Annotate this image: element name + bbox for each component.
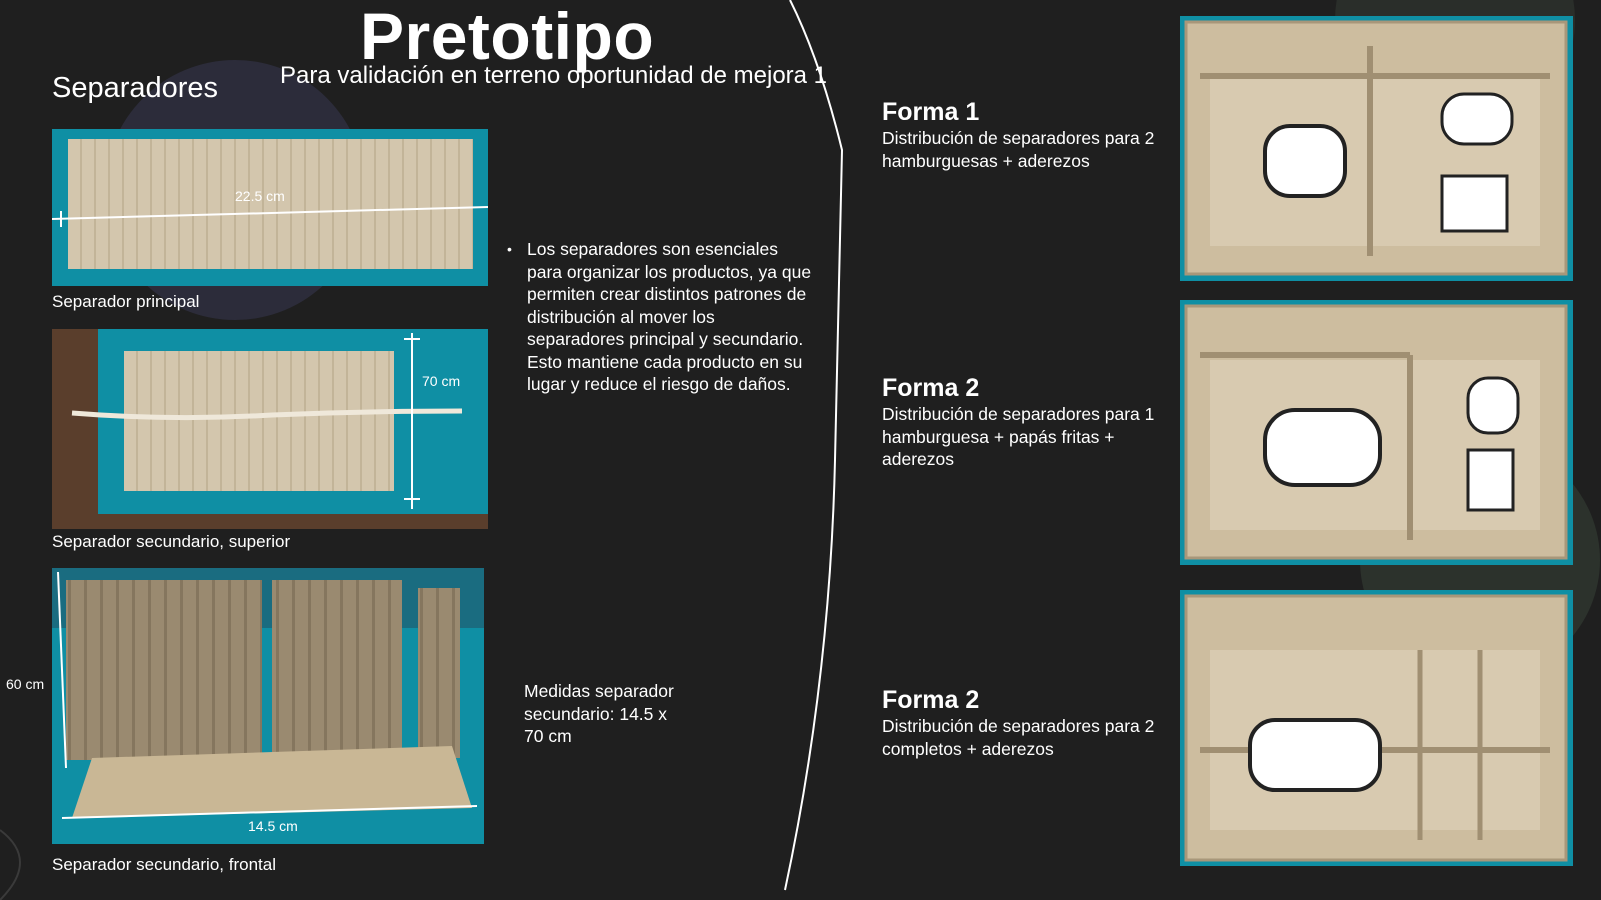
- bullet-icon: •: [507, 241, 512, 257]
- forma-1: [882, 98, 1182, 172]
- forma-desc: Distribución de separadores para 2 completos + aderezos: [882, 716, 1155, 759]
- cardboard-image: [52, 568, 484, 844]
- section-title: Separadores: [52, 72, 219, 104]
- measure-label-width: 14.5 cm: [248, 818, 298, 834]
- page-subtitle: Para validación en terreno oportunidad de mejora 1: [280, 62, 828, 89]
- caption-separador-principal: Separador principal: [52, 292, 200, 311]
- forma-3: [882, 686, 1182, 760]
- bullet-text: Los separadores son esenciales para organizar los productos, ya que permiten crear distintos patrones de distribución al mover los separadores principal y secundario. Esto mantiene cada producto en su lugar y reduce el riesgo de daños.: [527, 239, 812, 394]
- fries-icon: [1442, 176, 1507, 231]
- forma-title: Forma 2: [882, 686, 980, 714]
- photo-forma-3: [1180, 590, 1573, 866]
- photo-separador-principal: [52, 129, 488, 286]
- divider-curve: [785, 0, 842, 890]
- burger-icon: [1250, 720, 1380, 790]
- photo-separador-superior: [52, 329, 488, 529]
- forma-title: Forma 2: [882, 374, 980, 402]
- page-title: Pretotipo: [360, 0, 655, 73]
- burger-icon: [1265, 410, 1380, 485]
- forma-title: Forma 1: [882, 98, 980, 126]
- hotdog-icon: [1442, 94, 1512, 144]
- measure-label-height: 60 cm: [6, 676, 45, 692]
- forma-2: [882, 374, 1182, 471]
- fries-icon: [1468, 450, 1513, 510]
- cardboard-image: [52, 129, 488, 286]
- photo-separador-frontal: [52, 568, 484, 844]
- bullet-description: [507, 238, 815, 396]
- burger-icon: [1265, 126, 1345, 196]
- photo-forma-2: [1180, 300, 1573, 565]
- hotdog-icon: [1468, 378, 1518, 433]
- caption-separador-frontal: Separador secundario, frontal: [52, 855, 276, 874]
- bg-line: [0, 830, 20, 900]
- forma-desc: Distribución de separadores para 2 hamburguesas + aderezos: [882, 128, 1155, 171]
- medidas-text: Medidas separador secundario: 14.5 x 70 cm: [524, 681, 674, 746]
- measure-label: 22.5 cm: [235, 188, 285, 204]
- photo-forma-1: [1180, 16, 1573, 281]
- cardboard-image: [52, 329, 488, 529]
- caption-separador-superior: Separador secundario, superior: [52, 532, 291, 551]
- measure-label: 70 cm: [422, 373, 461, 389]
- forma-desc: Distribución de separadores para 1 hamburguesa + papás fritas + aderezos: [882, 404, 1155, 469]
